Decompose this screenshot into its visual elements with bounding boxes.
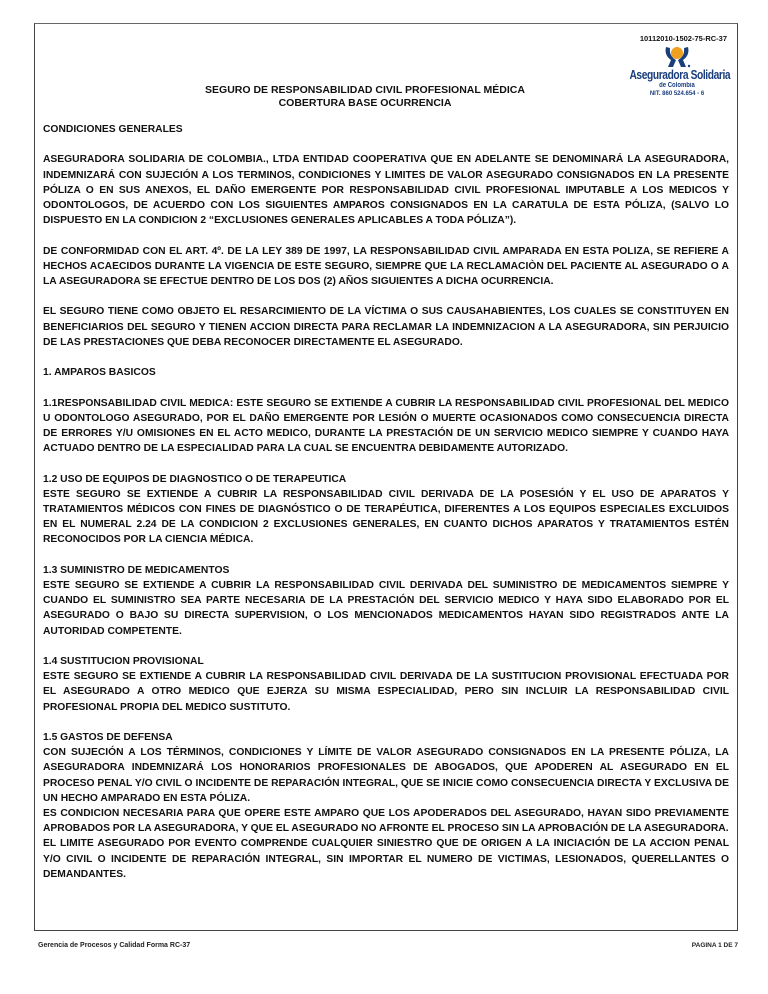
subheading-1-3: 1.3 SUMINISTRO DE MEDICAMENTOS [43,564,230,576]
footer-form-label: Gerencia de Procesos y Calidad Forma RC-37 [38,942,191,949]
paragraph-1-5-b: ES CONDICION NECESARIA PARA QUE OPERE ESTE AMPARO QUE LOS APODERADOS DEL ASEGURADO, HAYAN SIDO PREVIAMENTE APROBADOS POR LA ASEGURADORA, Y QUE EL ASEGURADO NO AFRONTE EL PROCESO SIN LA APROBACIÓN DE LA ASEGURADORA. [43,808,729,835]
logo-nit: NIT. 860 524.654 - 6 [649,91,705,97]
title-line-1: SEGURO DE RESPONSABILIDAD CIVIL PROFESIONAL MÉDICA [205,84,525,96]
section-heading-condiciones: CONDICIONES GENERALES [43,124,183,135]
logo-emblem-icon [662,45,692,69]
paragraph-1-4: ESTE SEGURO SE EXTIENDE A CUBRIR LA RESPONSABILIDAD CIVIL DERIVADA DE LA SUSTITUCION PROVISIONAL EFECTUADA POR EL ASEGURADO A OTRO MEDICO QUE EJERZA SU MISMA ESPECIALIDAD, PERO SIN INCLUIR LA RESPONSABILIDAD CIVIL PROFESIONAL PROPIA DEL MEDICO SUSTITUTO. [43,671,729,713]
paragraph-1-3: ESTE SEGURO SE EXTIENDE A CUBRIR LA RESPONSABILIDAD CIVIL DERIVADA DEL SUMINISTRO DE MEDICAMENTOS SIEMPRE Y CUANDO EL SUMINISTRO SEA PARTE NECESARIA DE LA PRESTACIÓN DEL SERVICIO MEDICO Y HAYA SIDO ELABORADO POR EL ASEGURADO O BAJO SU DIRECTA SUPERVISION, O LOS MENCIONADOS MEDICAMENTOS HAYAN SIDO REGISTRADOS ANTE LA AUTORIDAD COMPETENTE. [43,579,729,637]
paragraph-conformidad: DE CONFORMIDAD CON EL ART. 4º. DE LA LEY 389 DE 1997, LA RESPONSABILIDAD CIVIL AMPARADA EN ESTA POLIZA, SE REFIERE A HECHOS ACAECIDOS DURANTE LA VIGENCIA DE ESTE SEGURO, SIEMPRE QUE LA RECLAMACIÒN DEL PACIENTE AL ASEGURADO O A LA ASEGURADORA SE EFECTUE DENTRO DE LOS DOS (2) AÑOS SIGUIENTES A DICHA OCURRENCIA. [43,245,729,287]
paragraph-intro: ASEGURADORA SOLIDARIA DE COLOMBIA., LTDA ENTIDAD COOPERATIVA QUE EN ADELANTE SE DENOMINARÁ LA ASEGURADORA, INDEMNIZARÁ CON SUJECIÓN A LOS TERMINOS, CONDICIONES Y LIMITES DE VALOR ASEGURADO CONSIGNADOS EN LA PRESENTE PÓLIZA O EN SUS ANEXOS, EL DAÑO EMERGENTE POR RESPONSABILIDAD CIVIL PROFESIONAL IMPUTABLE A LOS MEDICOS Y ODONTOLOGOS, DE ACUERDO CON LOS SIGUIENTES AMPAROS CONSIGNADOS EN LA CARATULA DE ESTA PÓLIZA, (SALVO LO DISPUESTO EN LA CONDICION 2 “EXCLUSIONES GENERALES APLICABLES A TODA PÓLIZA”). [43,154,729,227]
subheading-1-4: 1.4 SUSTITUCION PROVISIONAL [43,655,204,667]
document-code: 10112010-1502-75-RC-37 [639,34,727,43]
document-body [43,122,729,882]
logo-subtitle: de Colombia [659,82,695,89]
paragraph-1-5-a: CON SUJECIÓN A LOS TÉRMINOS, CONDICIONES Y LÍMITE DE VALOR ASEGURADO CONSIGNADOS EN LA PRESENTE PÓLIZA, LA ASEGURADORA INDEMNIZARÁ LOS HONORARIOS PROFESIONALES DE ABOGADOS, QUE APODEREN AL ASEGURADO EN EL PROCESO PENAL Y/O CIVIL O INCIDENTE DE REPARACIÓN INTEGRAL, QUE SE INICIE COMO CONSECUENCIA DIRECTA Y EXCLUSIVA DE UN HECHO AMPARADO EN ESTA PÓLIZA. [43,747,729,804]
page-number: PAGINA 1 DE 7 [691,942,738,949]
paragraph-1-1: 1.1RESPONSABILIDAD CIVIL MEDICA: ESTE SEGURO SE EXTIENDE A CUBRIR LA RESPONSABILIDAD CIVIL PROFESIONAL DEL MEDICO U ODONTOLOGO ASEGURADO, POR EL DAÑO EMERGENTE POR LESIÓN O MUERTE OCASIONADOS COMO CONSECUENCIA DIRECTA DE ERRORES Y/U OMISIONES EN EL ACTO MEDICO, DURANTE LA PRESTACIÓN DE UN SERVICIO MEDICO SIEMPRE Y CUANDO HAYA ACTUADO DENTRO DE LA ESPECIALIDAD PARA LA CUAL SE ENCUENTRA DEBIDAMENTE AUTORIZADO. [43,397,729,455]
company-logo [629,45,731,98]
title-line-2: COBERTURA BASE OCURRENCIA [278,97,452,109]
paragraph-1-5-c: EL LIMITE ASEGURADO POR EVENTO COMPRENDE CUALQUIER SINIESTRO QUE DE ORIGEN A LA INICIACIÓN DE LA ACCION PENAL Y/O CIVIL O INCIDENTE DE REPARACIÓN INTEGRAL, SIN IMPORTAR EL NUMERO DE VICTIMAS, LESIONADOS, QUERELLANTES O DEMANDANTES. [43,838,729,880]
document-title [95,84,635,110]
paragraph-objeto: EL SEGURO TIENE COMO OBJETO EL RESARCIMIENTO DE LA VÍCTIMA O SUS CAUSAHABIENTES, LOS CUALES SE CONSTITUYEN EN BENEFICIARIOS DEL SEGURO Y TIENEN ACCION DIRECTA PARA RECLAMAR LA INDEMNIZACION A LA ASEGURADORA, SIN PERJUICIO DE LAS PRESTACIONES QUE DEBA RECONOCER DIRECTAMENTE EL ASEGURADO. [43,306,729,348]
paragraph-1-2: ESTE SEGURO SE EXTIENDE A CUBRIR LA RESPONSABILIDAD CIVIL DERIVADA DE LA POSESIÓN Y EL USO DE APARATOS Y TRATAMIENTOS MÉDICOS CON FINES DE DIAGNÓSTICO O DE TERAPÉUTICA, DIFERENTES A LOS EQUIPOS ESPECIALES EXCLUIDOS EN EL NUMERAL 2.24 DE LA CONDICION 2 EXCLUSIONES GENERALES, EN CUANTO DICHOS APARATOS Y TRATAMIENTOS ESTÉN RECONOCIDOS POR LA CIENCIA MÉDICA. [43,488,729,546]
logo-company-name: Aseguradora Solidaria [629,68,731,82]
section-heading-amparos: 1. AMPAROS BASICOS [43,367,156,379]
subheading-1-2: 1.2 USO DE EQUIPOS DE DIAGNOSTICO O DE TERAPEUTICA [43,473,347,485]
page-frame [34,23,738,931]
subheading-1-5: 1.5 GASTOS DE DEFENSA [43,731,173,743]
